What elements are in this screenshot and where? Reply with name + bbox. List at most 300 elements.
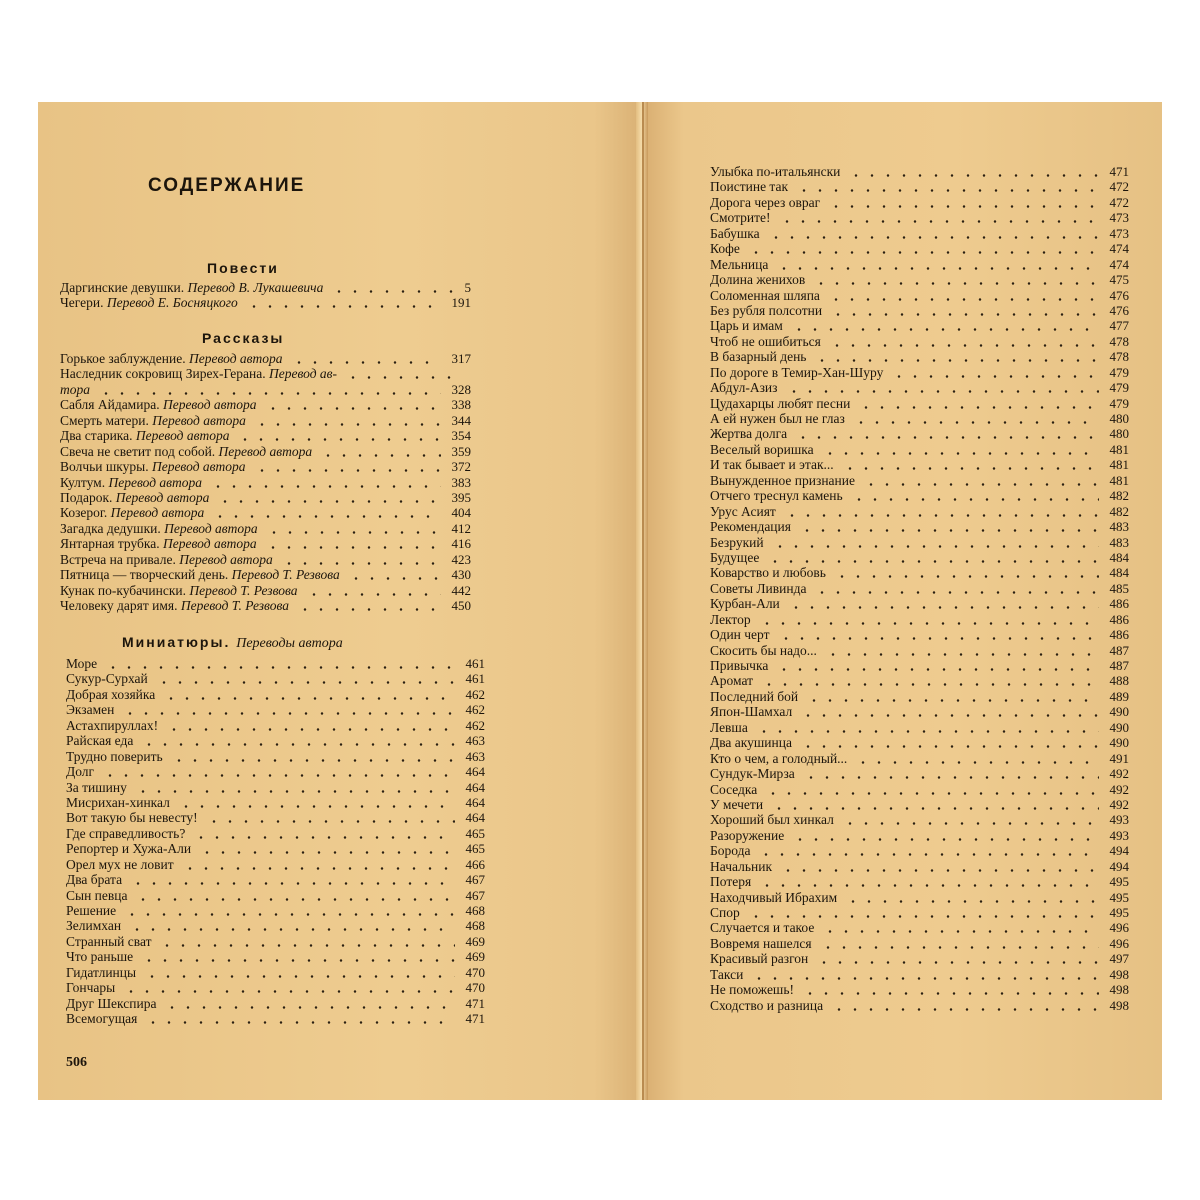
toc-entry [710,179,1129,194]
entry-title [66,749,163,764]
toc-entry [710,164,1129,179]
entry-title [710,828,784,843]
leader-dots [779,210,1099,225]
entry-title [66,918,121,933]
entry-title [66,671,148,686]
entry-title-text: Экзамен [66,702,115,718]
entry-translator: тора [60,381,90,397]
entry-title-text: Смерть матери. [60,412,149,428]
entry-title [710,303,822,318]
toc-entry [710,565,1129,580]
entry-title [710,411,845,426]
leader-dots [206,810,455,825]
leader-dots [135,780,455,795]
entry-page-number: 494 [1109,843,1129,859]
leader-dots [851,488,1099,503]
entry-title-text: Красивый разгон [710,951,809,967]
entry-title [710,936,812,951]
toc-entry [710,627,1129,642]
leader-dots [771,797,1099,812]
leader-dots [748,905,1099,920]
entry-title [710,334,821,349]
entry-title-text: Райская еда [66,733,134,749]
leader-dots [156,671,455,686]
entry-title [710,673,753,688]
toc-entry [66,718,485,733]
entry-page-number: 462 [465,686,485,702]
entry-title [710,874,751,889]
entry-page-number: 477 [1109,318,1129,334]
leader-dots [265,536,441,551]
entry-title [710,581,806,596]
toc-entry [710,195,1129,210]
entry-page-number: 450 [451,598,471,613]
leader-dots [171,749,455,764]
entry-page-number: 474 [1109,256,1129,272]
entry-page-number: 464 [465,810,485,826]
entry-page-number: 372 [451,459,471,475]
leader-dots [816,951,1099,966]
toc-entry [710,905,1129,920]
leader-dots [845,890,1099,905]
entry-title-text: Случается и такое [710,920,815,936]
entry-translator: Перевод Т. Резвова [189,582,298,598]
entry-title-text: Трудно поверить [66,748,163,764]
toc-entry [66,702,485,717]
entry-title [66,841,191,856]
toc-entry [710,257,1129,272]
toc-entry [66,764,485,779]
toc-entry [66,980,485,995]
entry-title-text: Даргинские девушки. [60,280,185,295]
toc-entry [710,812,1129,827]
entry-title-text: Отчего треснул камень [710,488,843,504]
entry-page-number: 484 [1109,565,1129,581]
entry-title-text: И так бывает и этак... [710,457,834,473]
entry-title-text: Бабушка [710,225,760,241]
miniatures-heading-note: Переводы автора [236,636,343,651]
entry-title-text: Наследник сокровищ Зирех-Герана. [60,366,266,382]
leader-dots [828,195,1099,210]
entry-title [66,903,116,918]
entry-title [710,920,814,935]
leader-dots [842,812,1099,827]
entry-title-text: Загадка дедушки. [60,520,161,536]
toc-entry [710,303,1129,318]
leader-dots [796,179,1099,194]
leader-dots [159,934,455,949]
entry-title-text: Дорога через овраг [710,194,821,210]
toc-entry [710,426,1129,441]
entry-page-number: 465 [465,825,485,841]
toc-entry [60,413,471,428]
leader-dots [784,504,1099,519]
entry-title-text: Култум. [60,474,106,490]
entry-title [60,459,246,474]
leader-dots [772,535,1099,550]
toc-entry [710,411,1129,426]
entry-title-text: Хороший был хинкал [710,812,834,828]
toc-entry [60,295,471,310]
entry-translator: Перевод автора [110,505,205,521]
entry-translator: Перевод автора [108,474,203,490]
entry-page-number: 479 [1109,395,1129,411]
leader-dots [891,365,1099,380]
entry-title [66,949,133,964]
entry-title-text: Сын певца [66,887,128,903]
entry-title-text: Аромат [710,673,753,689]
entry-title [60,351,283,366]
toc-entry [60,567,471,582]
entry-page-number: 423 [451,551,471,567]
entry-title [66,1011,137,1026]
leader-dots [788,596,1099,611]
entry-title-text: Разоружение [710,827,785,843]
entry-title [66,980,115,995]
entry-page-number: 475 [1109,272,1129,288]
contents-title: СОДЕРЖАНИЕ [148,175,306,196]
toc-entry [710,720,1129,735]
entry-translator: Перевод автора [162,397,257,413]
leader-dots [266,521,441,536]
entry-page-number: 479 [1109,380,1129,396]
entry-page-number: 471 [465,995,485,1011]
entry-title-text: Веселый воришка [710,441,814,457]
entry-page-number: 328 [451,381,471,397]
leader-dots [822,920,1099,935]
entry-page-number: 496 [1109,935,1129,951]
entry-title-text: Улыбка по-итальянски [710,164,841,179]
entry-title [710,504,776,519]
leader-dots [759,612,1099,627]
leader-dots [306,583,441,598]
entry-title [60,366,337,381]
leader-dots [800,704,1099,719]
entry-title [710,195,820,210]
entry-page-number: 470 [465,980,485,996]
toc-miniatures-left [66,656,485,1027]
toc-entry [710,673,1129,688]
entry-page-number: 468 [465,903,485,918]
entry-page-number: 495 [1109,874,1129,890]
entry-title [710,241,740,256]
entry-page-number: 498 [1109,997,1129,1013]
toc-entry [60,397,471,412]
entry-page-number: 5 [464,280,471,295]
entry-title [710,488,843,503]
toc-entry [710,936,1129,951]
entry-title [710,519,791,534]
leader-dots [829,334,1099,349]
entry-page-number: 473 [1109,225,1129,241]
leader-dots [124,903,455,918]
entry-title [710,426,787,441]
toc-entry [710,828,1129,843]
entry-title-text: Зелимхан [66,918,122,934]
entry-title [66,702,114,717]
entry-page-number: 494 [1109,858,1129,874]
leader-dots [758,843,1099,858]
toc-entry [710,998,1129,1013]
toc-entry [710,365,1129,380]
toc-entry [710,982,1129,997]
entry-title-text: Репортер и Хужа-Али [66,841,192,857]
entry-page-number: 463 [465,733,485,749]
entry-title-text: Сукур-Сурхай [66,671,148,687]
leader-dots [331,280,454,295]
entry-title [710,210,771,225]
toc-entry [710,442,1129,457]
toc-entry [66,1011,485,1026]
entry-page-number: 488 [1109,673,1129,689]
entry-title [710,565,826,580]
leader-dots [853,411,1099,426]
leader-dots [778,627,1099,642]
toc-entry [60,490,471,505]
toc-entry [60,505,471,520]
leader-dots [163,687,455,702]
entry-page-number: 317 [451,351,471,366]
entry-title-text: Мисрихан-хинкал [66,794,170,810]
entry-page-number: 474 [1109,241,1129,257]
entry-title-text: Последний бой [710,688,799,704]
section-heading-rasskazy: Рассказы [202,330,285,346]
entry-page-number: 462 [465,717,485,733]
entry-title [710,288,820,303]
entry-page-number: 464 [465,779,485,795]
entry-translator: Перевод автора [164,520,258,536]
leader-dots [828,288,1099,303]
leader-dots [254,413,441,428]
toc-entry [710,272,1129,287]
leader-dots [182,857,455,872]
entry-title [60,505,204,520]
toc-entry [710,890,1129,905]
entry-title-text: Соломенная шляпа [710,287,820,303]
toc-entry [60,280,471,295]
page-fold-line [642,102,644,1100]
leader-dots [759,874,1099,889]
entry-page-number: 473 [1109,210,1129,226]
entry-page-number: 492 [1109,766,1129,782]
entry-title [60,567,340,582]
entry-title [710,257,768,272]
entry-translator: Перевод автора [188,351,283,366]
leader-dots [166,718,455,733]
entry-page-number: 496 [1109,920,1129,936]
entry-page-number: 338 [451,397,471,413]
entry-title-text: Чегери. [60,295,104,311]
entry-title-text: Борода [710,843,751,859]
entry-title [60,444,312,459]
entry-title-text: Царь и имам [710,318,783,334]
entry-page-number: 471 [1109,164,1129,179]
entry-title-text: За тишину [66,779,127,795]
toc-entry [710,658,1129,673]
toc-entry [710,920,1129,935]
leader-dots [842,457,1099,472]
entry-title-text: Море [66,656,98,671]
entry-page-number: 498 [1109,982,1129,998]
entry-title-text: Будущее [710,549,760,565]
toc-entry [66,888,485,903]
toc-entry [66,934,485,949]
leader-dots [199,841,455,856]
entry-title-text: Привычка [710,658,769,673]
entry-title-text: Потеря [710,874,752,890]
leader-dots [105,656,455,671]
toc-miniatures-right [710,164,1129,1013]
entry-title-text: Что раньше [66,949,134,965]
entry-title-text: Где справедливость? [66,825,186,841]
leader-dots [135,888,455,903]
entry-title [710,473,855,488]
entry-title-text: Левша [710,719,748,735]
entry-translator: Перевод Т. Резвова [180,598,289,613]
left-page-number: 506 [66,1055,87,1070]
entry-title [710,550,759,565]
entry-title-text: Друг Шекспира [66,995,157,1011]
entry-title [60,295,238,310]
toc-entry [710,612,1129,627]
entry-title-text: Начальник [710,858,773,874]
entry-title [60,490,209,505]
entry-page-number: 492 [1109,796,1129,812]
entry-title [710,951,808,966]
entry-title-text: Скосить бы надо... [710,642,817,658]
entry-title-text: Советы Ливинда [710,580,807,596]
leader-dots [830,303,1099,318]
entry-page-number: 469 [465,933,485,949]
entry-page-number: 404 [451,505,471,521]
entry-title-text: Сходство и разница [710,997,824,1013]
entry-page-number: 461 [465,671,485,687]
toc-entry [710,874,1129,889]
entry-title [710,890,837,905]
entry-title-text: Свеча не светит под собой. [60,443,216,459]
entry-page-number: 498 [1109,966,1129,982]
leader-dots [858,396,1099,411]
leader-dots [813,272,1099,287]
entry-title-text: Сабля Айдамира. [60,397,160,413]
entry-page-number: 470 [465,964,485,980]
entry-title-text: Встреча на привале. [60,551,176,567]
leader-dots [780,859,1099,874]
entry-page-number: 430 [451,567,471,583]
entry-translator: Перевод автора [179,551,273,567]
entry-title [710,735,792,750]
toc-entry [60,521,471,536]
entry-page-number: 490 [1109,735,1129,751]
entry-title-text: Добрая хозяйка [66,686,156,702]
toc-entry [710,643,1129,658]
entry-page-number: 486 [1109,611,1129,627]
entry-title-text: Решение [66,903,117,918]
leader-dots [129,918,455,933]
section-heading-povesti: Повести [207,260,279,276]
entry-title [710,612,751,627]
leader-dots [814,349,1099,364]
toc-entry [710,951,1129,966]
entry-page-number: 478 [1109,349,1129,365]
entry-page-number: 484 [1109,549,1129,565]
toc-entry [60,598,471,613]
entry-title-text: Курбан-Али [710,596,780,612]
entry-page-number: 490 [1109,704,1129,720]
entry-page-number: 482 [1109,488,1129,504]
entry-page-number: 463 [465,748,485,764]
toc-entry [60,459,471,474]
entry-page-number: 476 [1109,302,1129,318]
leader-dots [102,764,455,779]
entry-title [66,965,136,980]
entry-title [710,396,850,411]
leader-dots [130,872,455,887]
entry-page-number: 344 [451,412,471,428]
leader-dots [761,673,1099,688]
entry-translator: Перевод автора [218,443,313,459]
toc-entry [66,949,485,964]
entry-title-text: Гидатлинцы [66,964,137,980]
entry-translator: Перевод автора [163,536,257,552]
leader-dots [768,226,1099,241]
leader-dots [751,967,1099,982]
entry-title [66,872,122,887]
leader-dots [348,567,441,582]
entry-title [710,843,750,858]
entry-title [710,179,788,194]
toc-entry [710,843,1129,858]
entry-page-number: 481 [1109,441,1129,457]
entry-page-number: 471 [465,1011,485,1027]
leader-dots [814,581,1099,596]
entry-title [66,888,127,903]
leader-dots [193,826,455,841]
entry-page-number: 468 [465,918,485,934]
entry-title-text: Гончары [66,980,116,996]
entry-page-number: 493 [1109,827,1129,843]
entry-title-text: Урус Асият [710,503,776,519]
entry-title [710,812,834,827]
entry-title [60,583,298,598]
entry-title [710,627,770,642]
entry-title-text: Безрукий [710,534,764,550]
entry-title-text: Всемогущая [66,1011,138,1027]
toc-entry [66,872,485,887]
leader-dots [178,795,455,810]
entry-title-text: Лектор [710,611,751,627]
entry-title [710,226,760,241]
entry-page-number: 486 [1109,596,1129,612]
toc-entry [66,733,485,748]
entry-page-number: 478 [1109,333,1129,349]
leader-dots [795,426,1099,441]
leader-dots [776,658,1099,673]
entry-title-text: Один черт [710,627,770,643]
entry-page-number: 383 [451,474,471,490]
entry-title [66,826,185,841]
entry-title-text: Два старика. [60,428,133,444]
entry-title [710,272,805,287]
toc-entry [66,826,485,841]
leader-dots [848,164,1099,179]
toc-entry [710,396,1129,411]
leader-dots [320,444,441,459]
leader-dots [791,318,1099,333]
toc-entry [66,903,485,918]
leader-dots [822,442,1099,457]
leader-dots [297,598,441,613]
